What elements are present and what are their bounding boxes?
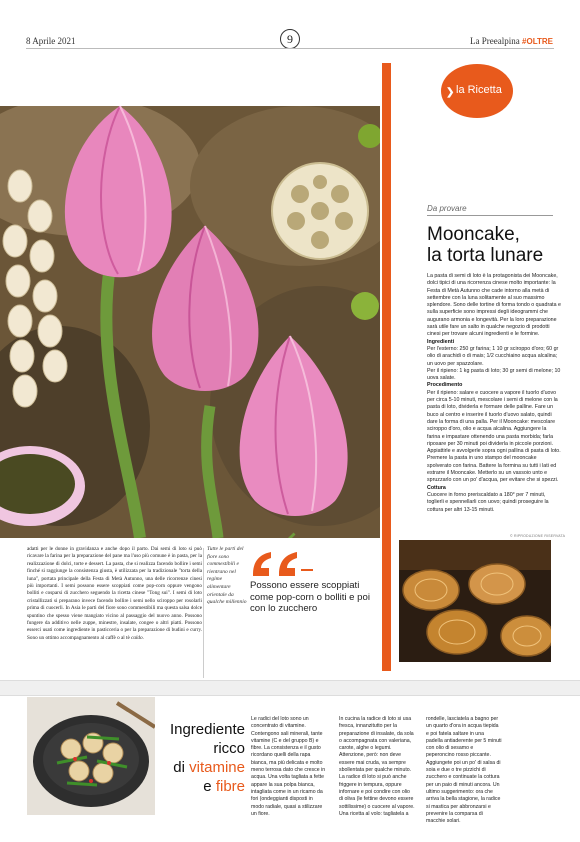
page-number: 9 xyxy=(280,29,300,49)
ingredients-heading: Ingredienti xyxy=(427,338,455,345)
lotus-illustration xyxy=(0,106,380,538)
publication-tag: #OLTRE xyxy=(522,37,553,46)
bottom-title-vitamine: vitamine xyxy=(189,759,245,776)
kicker-rule xyxy=(427,215,553,216)
ingredients-filling: Per il ripieno: 1 kg pasta di loto; 30 gr semi di melone; 10 uova salate. xyxy=(427,367,561,382)
bottom-title-line4 xyxy=(160,777,245,796)
bottom-column-1: Le radici del loto sono un concentrato di vitamine. Contengono sali minerali, tante vitamine (C e del gruppo B) e fibre. La consistenza e il gusto ricordano quelli della rapa bianca, ma più delicata e molto meno terrosa dato che cresce in acqua. Una volta tagliata a fette appare la sua polpa bianca, intagliata come in un ricamo da fori (ondeggianti disposti in modo radiale, quasi a stilizzare un fiore. xyxy=(251,716,326,817)
publication-title: La Preealpina xyxy=(470,36,520,46)
article-body xyxy=(27,546,202,642)
bottom-column-3: rondelle, lasciatela a bagno per un quarto d'ora in acqua tiepida e poi fatela saltare in una padella antiaderente per 5 minuti con olio di sesamo e peperoncino rosso piccante. Aggiungete poi un po' di salsa di soia e due o tre pizzichi di zucchero e continuate la cottura per un paio di minuti ancora. Un ultimo suggerimento: ora che arriva la bella stagione, la radice si mastica per abbronzarsi e prevenire la comparsa di macchie solari. xyxy=(426,716,502,825)
recipe-title-line2: la torta lunare xyxy=(427,245,544,266)
cooking-text: Cuocere in forno preriscaldato a 180° per 7 minuti, toglierli e spennellarli con uovo; quindi proseguire la cottura per altri 13-15 minuti. xyxy=(427,491,549,513)
bottom-title-line3 xyxy=(160,758,245,777)
lotus-flowers-photo xyxy=(0,106,380,538)
article-body-end: caldo. xyxy=(131,634,144,641)
bottom-article-title xyxy=(160,720,245,796)
ingredients-outer: Per l'esterno: 250 gr farina; 1 10 gr sciroppo d'oro; 60 gr olio di arachidi o di mais; 1/2 cucchiaino acqua alcalina; un uovo per spazzolare. xyxy=(427,345,559,367)
article-body-text: adatti per le donne in gravidanza e anche dopo il parto. Dai semi di loto si può ricavare la farina per la preparazione del pane ma l'uso più comune è in pasta, per la realizzazione di dolci, torte e dessert. La pasta, che si realizza facendo bollire i semi finché si raggiunge la consistenza giusta, è utilizzata per la tradizionale "torta della luna", portata principale della Festa di Metà Autunno, una delle ricorrenze cinesi più importanti. I semi possono essere scoppiati come pop-corn oppure vengono bolliti e cosparsi di zucchero seguendo la ricetta cinese "Tong sui". I semi di loto cristallizzati si preparano invece facendo bollire i semi nello sciroppo per rosolarli prima di cuocerli. In Asia le parti del fiore sono commestibili ma questa salsa dolce spuntino che spesso viene mangiato vicino al passaggio del nuovo anno. Possono fungere da additivo nelle zuppe, minestre, insalate, congee o altri piatti. Possono esserci usati come ingrediente in pasticceria o per la preparazione di budini e curry. Sono un ottimo accompagnamento al caffè o al tè xyxy=(27,546,202,641)
publication-name xyxy=(470,36,553,46)
bottom-title-di: di xyxy=(173,759,190,776)
mooncake-illustration xyxy=(399,540,551,662)
procedure-heading: Procedimento xyxy=(427,382,463,389)
issue-date: 8 Aprile 2021 xyxy=(26,36,76,46)
recipe-title-line1: Mooncake, xyxy=(427,224,520,245)
recipe-title xyxy=(427,224,562,266)
side-caption: Tutte le parti del fiore sono commestibili e rientrano nel regime alimentare orientale da qualche millennio xyxy=(207,546,247,606)
quote-icon xyxy=(249,550,313,578)
procedure-text: Per il ripieno: salare e cuocere a vapore il tuorlo d'uovo per circa 5-10 minuti, mescolare i semi di melone con la pasta di loto, dividerla e formare delle palline. Fare un buco al centro e inserire il tuorlo d'uovo salato, quindi dare la forma di una palla. Per il Mooncake: mescolare sciroppo d'oro, olio e acqua alcalina. Aggiungere la farina e impastare ottenendo una pasta morbida; farla riposare per 30 minuti poi dividerla in piccole porzioni. Appiattirle e avvolgerle sopra ogni pallina di pasta di loto. Premere la pasta in uno stampo del mooncake spolverato con farina. Battere la formina su tutti i lati ed estrarre il Mooncake. Metterlo su un vassoio unto e spruzzarlo con un po' d'acqua, per evitare che si spezzi. xyxy=(427,389,561,484)
cooking-heading: Cottura xyxy=(427,484,446,491)
recipe-intro: La pasta di semi di loto è la protagonista dei Mooncake, dolci tipici di una ricorrenza cinese molto importante: la Festa di Metà Autunno che cade intorno alla metà di settembre con la luna solitamente al suo massimo splendore. Sono delle tortine di forma tondo o quadrata e sulla superficie sono impressi degli ideogrammi che augurano armonia e longevità. Per la loro preparazione sarà utile fare un salto in qualche negozio di prodotti cinesi per trovare alcuni ingredienti e le formine. xyxy=(427,273,561,338)
page-header xyxy=(0,0,580,52)
recipe-body xyxy=(427,273,561,514)
recipe-badge-label: la Ricetta xyxy=(456,84,502,96)
header-rule xyxy=(26,48,554,49)
mooncake-photo xyxy=(399,540,551,662)
column-divider xyxy=(203,548,204,678)
bottom-title-fibre: fibre xyxy=(215,778,245,795)
bottom-title-e: e xyxy=(203,778,216,795)
accent-vertical-bar xyxy=(382,63,391,671)
bottom-column-2: In cucina la radice di loto si usa fresca, innanzitutto per la preparazione di insalate, da sola o accompagnata con valeriana, carote, alghe o legumi. Attenzione, però: non deve essere mai cruda, va sempre sbollentata per qualche minuto. La radice di loto si può anche friggere in tempura, oppure infornare e poi condire con olio di oliva (le fettine devono essere sottilissime) o cuocere al vapore. Una ricetta al volo: tagliatela a xyxy=(339,716,415,817)
pull-quote: Possono essere scoppiati come pop-corn o bolliti e poi con lo zucchero xyxy=(250,580,370,615)
lotus-root-dish-illustration xyxy=(27,697,155,815)
lotus-root-dish-photo xyxy=(27,697,155,815)
chevron-right-icon: ❯ xyxy=(446,87,455,98)
recipe-photo-credit: © RIPRODUZIONE RISERVATA xyxy=(510,534,566,538)
bottom-title-line1: Ingrediente xyxy=(169,721,245,738)
bottom-title-line2: ricco xyxy=(213,740,245,757)
section-separator xyxy=(0,680,580,696)
recipe-kicker: Da provare xyxy=(427,204,467,213)
